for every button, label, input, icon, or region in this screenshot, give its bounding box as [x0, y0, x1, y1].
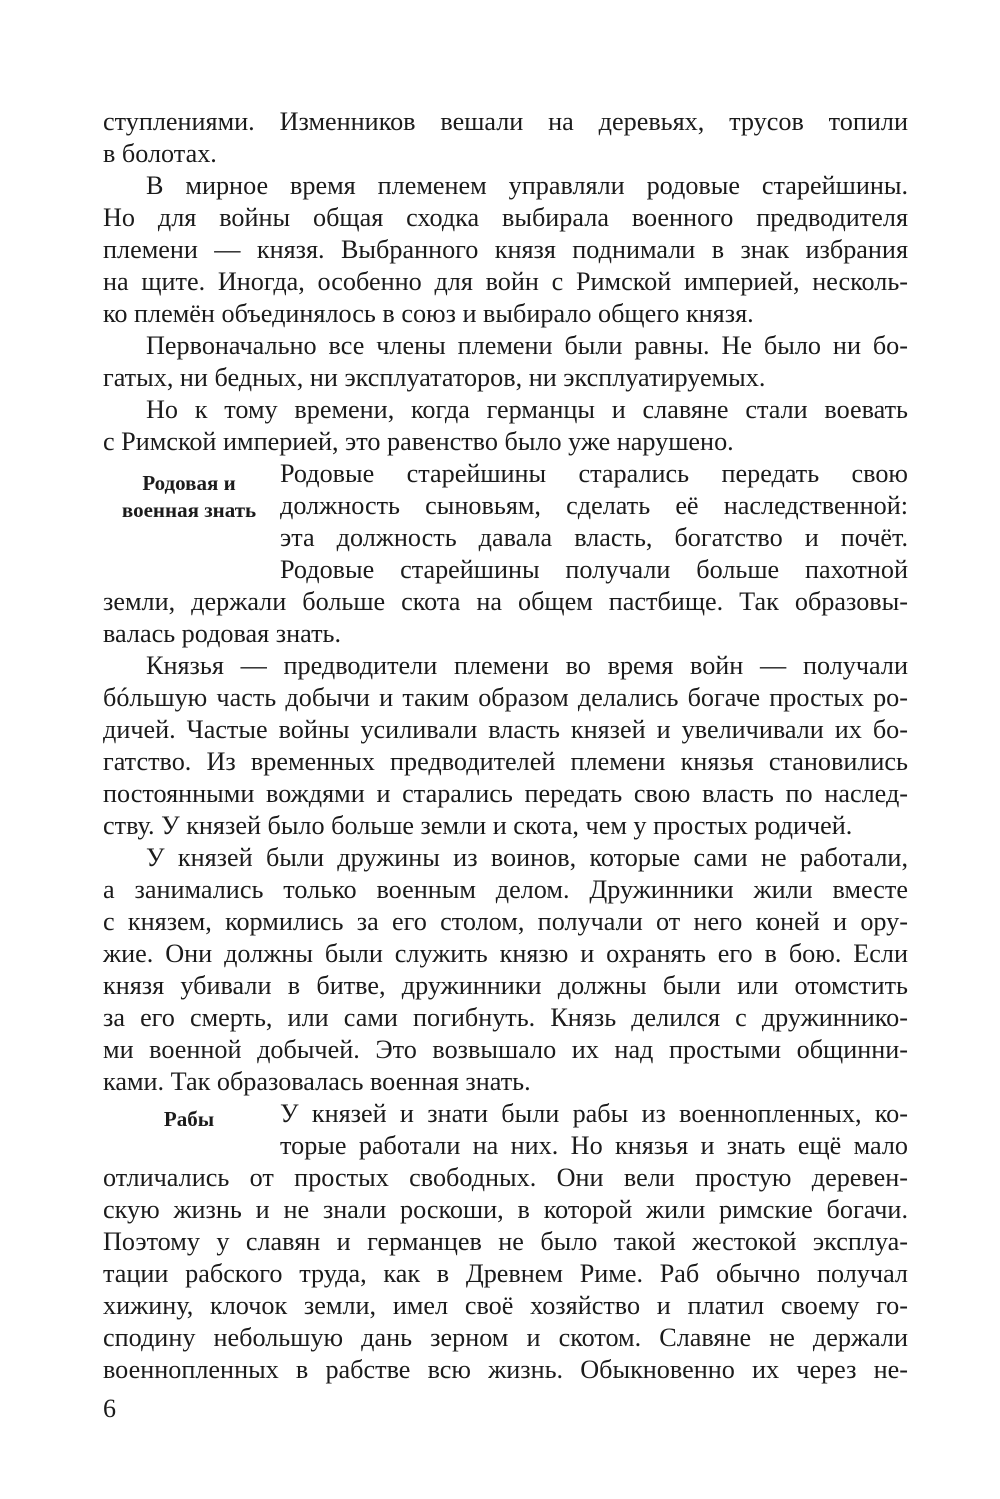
text-line: сподину небольшую дань зерном и скотом. Славяне не держали	[103, 1323, 908, 1352]
text-line: в болотах.	[103, 139, 217, 168]
text-line: Родовые старейшины получали больше пахотной	[280, 555, 908, 584]
text-line: земли, держали больше скота на общем пастбище. Так образовы-	[103, 587, 908, 616]
text-line: валась родовая знать.	[103, 619, 342, 648]
text-line: должность сыновьям, сделать её наследственной:	[280, 491, 908, 520]
text-line: за его смерть, или сами погибнуть. Князь делился с дружиннико-	[103, 1003, 908, 1032]
margin-heading-nobility: Родовая и военная знать	[121, 471, 257, 522]
text-line: жие. Они должны были служить князю и охранять его в бою. Если	[103, 939, 908, 968]
text-line: хижину, клочок земли, имел своё хозяйство и платил своему го-	[103, 1291, 908, 1320]
text-line: бóльшую часть добычи и таким образом делались богаче простых ро-	[103, 683, 908, 712]
text-line: гатых, ни бедных, ни эксплуататоров, ни эксплуатируемых.	[103, 363, 766, 392]
text-line: гатство. Из временных предводителей племени князья становились	[103, 747, 908, 776]
text-line: скую жизнь и не знали роскоши, в которой жили римские богачи.	[103, 1195, 908, 1224]
text-line: с князем, кормились за его столом, получали от него коней и ору-	[103, 907, 908, 936]
page-number: 6	[103, 1394, 116, 1423]
text-line: дичей. Частые войны усиливали власть князей и увеличивали их бо-	[103, 715, 908, 744]
text-line: Но к тому времени, когда германцы и славяне стали воевать	[146, 395, 908, 424]
text-line: князя убивали в битве, дружинники должны были или отомстить	[103, 971, 908, 1000]
text-line: военнопленных в рабстве всю жизнь. Обыкновенно их через не-	[103, 1355, 908, 1384]
text-line: Князья — предводители племени во время войн — получали	[146, 651, 908, 680]
text-line: ками. Так образовалась военная знать.	[103, 1067, 531, 1096]
text-line: эта должность давала власть, богатство и почёт.	[280, 523, 908, 552]
text-line: В мирное время племенем управляли родовые старейшины.	[146, 171, 908, 200]
text-line: Первоначально все члены племени были равны. Не было ни бо-	[146, 331, 908, 360]
text-line: торые работали на них. Но князья и знать ещё мало	[280, 1131, 908, 1160]
text-line: постоянными вождями и старались передать свою власть по наслед-	[103, 779, 908, 808]
text-line: а занимались только военным делом. Дружинники жили вместе	[103, 875, 908, 904]
text-line: ко племён объединялось в союз и выбирало общего князя.	[103, 299, 754, 328]
text-line: с Римской империей, это равенство было уже нарушено.	[103, 427, 734, 456]
text-line: тации рабского труда, как в Древнем Риме. Раб обычно получал	[103, 1259, 908, 1288]
text-line: на щите. Иногда, особенно для войн с Римской империей, несколь-	[103, 267, 908, 296]
text-line: отличались от простых свободных. Они вели простую деревен-	[103, 1163, 908, 1192]
text-line: Поэтому у славян и германцев не было такой жестокой эксплуа-	[103, 1227, 908, 1256]
text-line: ству. У князей было больше земли и скота, чем у простых родичей.	[103, 811, 853, 840]
text-line: племени — князя. Выбранного князя поднимали в знак избрания	[103, 235, 908, 264]
text-line: Родовые старейшины старались передать свою	[280, 459, 908, 488]
text-line: У князей и знати были рабы из военнопленных, ко-	[280, 1099, 908, 1128]
text-line: Но для войны общая сходка выбирала военного предводителя	[103, 203, 908, 232]
text-line: ступлениями. Изменников вешали на деревьях, трусов топили	[103, 107, 908, 136]
text-line: ми военной добычей. Это возвышало их над простыми общинни-	[103, 1035, 908, 1064]
text-line: У князей были дружины из воинов, которые сами не работали,	[146, 843, 908, 872]
margin-heading-slaves: Рабы	[163, 1107, 215, 1131]
